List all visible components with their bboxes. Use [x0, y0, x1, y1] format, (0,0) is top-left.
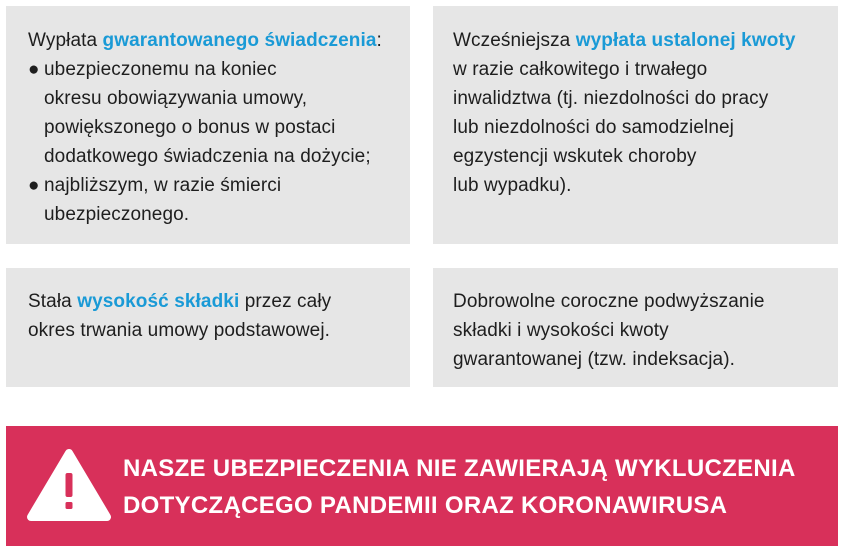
fixed-premium-box: Stała wysokość składki przez cały okres trwania umowy podstawowej. — [6, 268, 410, 387]
highlight-text: wysokość składki — [77, 291, 240, 312]
highlight-text: wypłata ustalonej kwoty — [575, 30, 796, 51]
bullet-icon: ● — [28, 175, 40, 196]
early-payout-box: Wcześniejsza wypłata ustalonej kwoty w razie całkowitego i trwałego inwalidztwa (tj. niezdolności do pracy lub niezdolności do samodzielnej egzystencji wskutek choroby lub wypadku). — [433, 6, 838, 244]
alert-line-1: NASZE UBEZPIECZENIA NIE ZAWIERAJĄ WYKLUCZENIA — [123, 455, 796, 482]
alert-message — [123, 450, 796, 524]
warning-triangle-icon — [26, 447, 112, 523]
alert-line-2: DOTYCZĄCEGO PANDEMII ORAZ KORONAWIRUSA — [123, 492, 728, 519]
highlight-text: gwarantowanego świadczenia — [102, 30, 377, 51]
box1-intro: Wypłata gwarantowanego świadczenia: — [28, 30, 382, 51]
list-item: ● ubezpieczonemu na koniec — [28, 55, 392, 84]
guaranteed-benefit-box: Wypłata gwarantowanego świadczenia: ● ubezpieczonemu na koniec okresu obowiązywania umowy, powiększonego o bonus w postaci dodatkowego świadczenia na dożycie; ● najbliższym, w razie śmierci ubezpieczonego. — [6, 6, 410, 244]
bullet-icon: ● — [28, 59, 40, 80]
box3-intro: Stała wysokość składki przez cały — [28, 291, 332, 312]
pandemic-alert-banner — [6, 426, 838, 546]
box2-intro: Wcześniejsza wypłata ustalonej kwoty — [453, 30, 796, 51]
list-item: ● najbliższym, w razie śmierci — [28, 171, 392, 200]
indexation-box: Dobrowolne coroczne podwyższanie składki i wysokości kwoty gwarantowanej (tzw. indeksacja). — [433, 268, 838, 387]
